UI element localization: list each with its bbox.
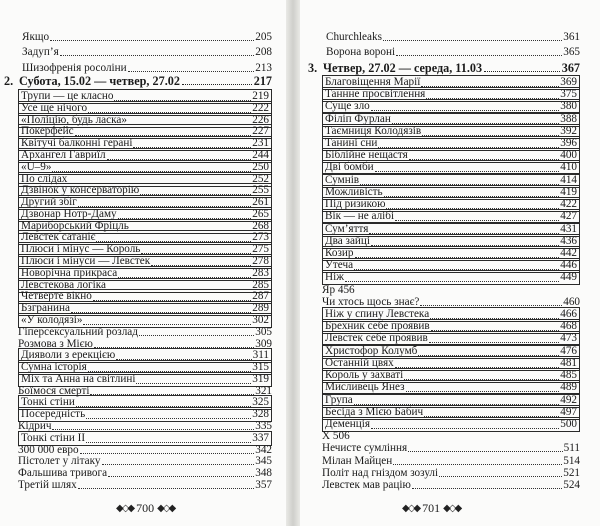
section-title: Четвер, 27.02 — середа, 11.03 xyxy=(320,61,483,75)
toc-entry-page: 422 xyxy=(560,198,577,211)
toc-entry-page: 468 xyxy=(560,320,577,333)
toc-entry-page: 511 xyxy=(563,442,580,455)
dot-leader xyxy=(140,184,251,195)
toc-entry-title: Пістолет у літаку xyxy=(18,455,101,468)
dot-leader xyxy=(130,220,251,231)
toc-entry-page: 410 xyxy=(560,161,577,174)
toc-entry-title: Архангел Гавриїл xyxy=(21,148,106,161)
dot-leader xyxy=(351,429,579,439)
dot-leader xyxy=(431,320,560,331)
toc-entry-title: Деменція xyxy=(325,417,371,430)
dot-leader xyxy=(392,113,559,124)
toc-entry-title: Шизофренія росоліни xyxy=(22,61,127,74)
dot-leader xyxy=(78,196,251,207)
dot-leader xyxy=(90,384,254,395)
toc-entry-page: 222 xyxy=(252,101,269,114)
toc-entry-page: 481 xyxy=(560,356,577,369)
toc-entry-page: 328 xyxy=(252,408,269,421)
dot-leader xyxy=(68,173,251,184)
toc-entry-page: 392 xyxy=(560,124,577,137)
toc-entry-page: 289 xyxy=(252,302,269,315)
toc-entry-title: Мілан Майцен xyxy=(322,454,393,467)
toc-entry xyxy=(18,478,272,493)
ornament-icon: ◆◇◆ xyxy=(157,503,175,514)
dot-leader xyxy=(371,418,559,429)
toc-entry-page: 283 xyxy=(252,266,269,279)
ornament-icon: ◆◇◆ xyxy=(116,503,134,514)
section-heading xyxy=(4,73,272,89)
toc-entry-title: Ніж xyxy=(325,271,344,284)
dot-leader xyxy=(86,408,251,419)
toc-entry-page: 375 xyxy=(560,88,577,101)
dot-leader xyxy=(421,76,559,87)
toc-entry-page: 514 xyxy=(563,454,580,467)
dot-leader xyxy=(396,45,562,56)
dot-leader xyxy=(108,466,254,477)
left-page xyxy=(0,0,286,526)
section-page: 217 xyxy=(253,74,272,88)
toc-entry-title: Churchleaks xyxy=(326,31,382,43)
toc-entry-title: Козир xyxy=(325,246,354,259)
toc-entry-title: «U–9» xyxy=(21,160,52,173)
toc-entry-page: 342 xyxy=(255,443,272,456)
toc-entry-page: 388 xyxy=(560,112,577,125)
toc-entry-page: 460 xyxy=(563,295,580,308)
dot-leader xyxy=(116,349,251,360)
toc-entry-title: Ніж у спину Левстека xyxy=(325,308,430,321)
toc-entry-page: 442 xyxy=(560,246,577,259)
dot-leader xyxy=(395,357,559,368)
toc-entry-title: Сум’яття xyxy=(325,222,369,235)
toc-entry-page: 287 xyxy=(252,290,269,303)
toc-entry xyxy=(22,30,272,45)
dot-leader xyxy=(375,161,560,172)
toc-entry-title: Посередність xyxy=(21,408,86,421)
dot-leader xyxy=(60,45,255,56)
right-folio xyxy=(402,501,460,516)
dot-leader xyxy=(71,302,251,313)
dot-leader xyxy=(118,208,252,219)
toc-entry-page: 231 xyxy=(252,137,269,150)
dot-leader xyxy=(94,337,254,348)
toc-entry-page: 400 xyxy=(560,149,577,162)
toc-entry-title: Філіп Фурлан xyxy=(325,112,391,125)
dot-leader xyxy=(393,454,562,465)
toc-entry-title: Розмова з Мією xyxy=(18,337,93,350)
toc-entry-title: Х 506 xyxy=(322,430,350,443)
toc-entry-title: Таємниця Колодязів xyxy=(325,124,422,137)
toc-entry-page: 268 xyxy=(252,219,269,232)
toc-entry-title: Танині сни xyxy=(325,137,378,150)
toc-entry-page: 261 xyxy=(252,196,269,209)
toc-entry-title: Квітучі балконні герані xyxy=(21,137,133,150)
toc-entry-page: 315 xyxy=(252,361,269,374)
toc-entry-title: 300 000 евро xyxy=(18,443,79,456)
dot-leader xyxy=(139,325,254,336)
toc-entry-page: 466 xyxy=(560,308,577,321)
toc-entry-page: 414 xyxy=(560,173,577,186)
dot-leader xyxy=(107,279,251,290)
dot-leader xyxy=(412,478,562,489)
toc-entry-page: 226 xyxy=(252,113,269,126)
dot-leader xyxy=(356,283,579,293)
dot-leader xyxy=(102,454,255,465)
toc-entry-page: 219 xyxy=(252,90,269,102)
toc-entry-page: 489 xyxy=(560,381,577,394)
dot-leader xyxy=(422,125,559,136)
dot-leader xyxy=(107,149,252,160)
toc-entry-title: Суще зло xyxy=(325,100,370,113)
dot-leader xyxy=(118,267,251,278)
toc-entry-page: 497 xyxy=(560,405,577,418)
toc-entry-title: Міх та Анна на світлині xyxy=(21,372,136,385)
dot-leader xyxy=(128,114,251,125)
toc-entry-page: 250 xyxy=(252,160,269,173)
ornament-icon: ◆◇◆ xyxy=(443,503,461,514)
toc-entry-page: 500 xyxy=(560,417,577,430)
toc-entry-page: 273 xyxy=(252,231,269,244)
toc-entry-title: Останній цвях xyxy=(325,356,394,369)
right-page-number: 701 xyxy=(422,501,441,515)
left-folio xyxy=(116,501,174,516)
toc-entry-page: 265 xyxy=(252,207,269,220)
toc-entry-title: Задуп’я xyxy=(22,46,59,59)
toc-entry-title: «У колодязі» xyxy=(21,313,83,326)
toc-entry-title: По слідах xyxy=(21,172,68,185)
toc-entry-title: Дві бомби xyxy=(325,161,374,174)
toc-entry-page: 492 xyxy=(560,393,577,406)
toc-entry-title: Левстек сатаніє xyxy=(21,231,96,244)
toc-entry-title: Два зайці xyxy=(325,234,370,247)
toc-entry-page: 305 xyxy=(255,325,272,338)
dot-leader xyxy=(409,149,559,160)
dot-leader xyxy=(141,243,251,254)
toc-entry-title: Біблійне нещастя xyxy=(325,149,408,162)
section-number: 3. xyxy=(308,61,318,75)
dot-leader xyxy=(430,308,559,319)
toc-entry-page: 431 xyxy=(560,222,577,235)
dot-leader xyxy=(52,419,254,430)
toc-entry-page: 348 xyxy=(255,467,272,480)
toc-entry-title: Ворона вороні xyxy=(326,46,396,59)
toc-entry-page: 319 xyxy=(252,372,269,385)
toc-entry-page: 357 xyxy=(255,479,272,491)
toc-entry-title: Чи хтось щось знає? xyxy=(322,295,420,308)
dot-leader xyxy=(133,137,251,148)
dot-leader xyxy=(406,381,560,392)
dot-leader xyxy=(395,210,559,221)
dot-leader xyxy=(76,396,251,407)
toc-entry-title: Сумнів xyxy=(325,173,360,186)
dot-leader xyxy=(408,441,562,452)
section-page: 367 xyxy=(561,61,580,75)
dot-leader xyxy=(429,332,559,343)
toc-entry-page: 309 xyxy=(255,337,272,350)
toc-entry-title: Кідрич xyxy=(18,420,52,433)
toc-entry-page: 380 xyxy=(560,100,577,113)
section-heading xyxy=(308,60,580,76)
toc-entry-title: Можливість xyxy=(325,185,383,198)
toc-entry-page: 278 xyxy=(252,255,269,268)
toc-entry-page: 369 xyxy=(560,76,577,88)
toc-entry-page: 361 xyxy=(563,31,580,43)
dot-leader xyxy=(384,186,560,197)
toc-entry-title: Політ над гніздом зозулі xyxy=(322,466,439,479)
dot-leader xyxy=(439,466,562,477)
toc-entry-page: 208 xyxy=(255,46,272,59)
toc-entry-title: Мисливець Янез xyxy=(325,381,405,394)
toc-entry-title: Тонкі стіни xyxy=(21,396,75,409)
dot-leader xyxy=(355,247,560,258)
toc-entry-page: 446 xyxy=(560,259,577,272)
toc-entry-title: Плюси і мінус — Король xyxy=(21,243,141,256)
dot-leader xyxy=(354,259,559,270)
toc-entry-title: Левстек себе проявив xyxy=(325,332,428,345)
toc-entry-title: Боїмося смерті xyxy=(18,384,90,397)
book-gutter xyxy=(286,0,300,526)
toc-entry-page: 427 xyxy=(560,210,577,223)
toc-entry-page: 345 xyxy=(255,455,272,468)
dot-leader xyxy=(182,73,252,85)
toc-entry-title: Другий збіг xyxy=(21,196,77,209)
toc-entry-page: 285 xyxy=(252,278,269,291)
dot-leader xyxy=(386,198,559,209)
toc-entry-title: Дияволи з ерекцією xyxy=(21,349,116,362)
toc-entry-page: 252 xyxy=(252,172,269,185)
toc-entry-title: Група xyxy=(325,393,353,406)
toc-entry-page: 473 xyxy=(560,332,577,345)
dot-leader xyxy=(114,90,251,101)
left-page-number: 700 xyxy=(136,501,155,515)
toc-entry-title: Вік — не алібі xyxy=(325,210,395,223)
dot-leader xyxy=(80,443,255,454)
dot-leader xyxy=(424,406,559,417)
section-title: Субота, 15.02 — четвер, 27.02 xyxy=(16,74,180,88)
toc-entry-page: 337 xyxy=(252,431,269,444)
toc-entry xyxy=(322,478,580,493)
dot-leader xyxy=(404,369,559,380)
toc-entry-page: 521 xyxy=(563,466,580,479)
dot-leader xyxy=(369,223,559,234)
toc-entry-page: 244 xyxy=(252,148,269,161)
dot-leader xyxy=(50,30,254,41)
toc-entry-title: Левстекова логіка xyxy=(21,278,106,291)
toc-entry-title: Тонкі стіни II xyxy=(21,431,86,444)
dot-leader xyxy=(371,235,559,246)
toc-entry-page: 436 xyxy=(560,234,577,247)
toc-entry xyxy=(326,45,580,60)
dot-leader xyxy=(96,231,251,242)
toc-entry-title: Утеча xyxy=(325,259,354,272)
toc-entry-title: Мариборський Фріцль xyxy=(21,219,129,232)
toc-entry-page: 325 xyxy=(252,396,269,409)
toc-entry-page: 205 xyxy=(255,31,272,43)
toc-entry-title: Якщо xyxy=(22,31,50,43)
dot-leader xyxy=(86,432,251,443)
dot-leader xyxy=(83,314,251,325)
dot-leader xyxy=(93,290,251,301)
dot-leader xyxy=(78,478,255,489)
toc-entry-title: «Поліцію, будь ласка» xyxy=(21,113,127,126)
toc-entry-page: 302 xyxy=(252,313,269,326)
dot-leader xyxy=(136,373,251,384)
toc-entry-page: 227 xyxy=(252,125,269,138)
dot-leader xyxy=(345,271,559,282)
toc-entry-title: Бесіда з Мією Бабич xyxy=(325,405,424,418)
toc-entry-title: Король у захваті xyxy=(325,369,404,382)
dot-leader xyxy=(88,361,252,372)
toc-entry-title: Плюси і мінуси — Левстек xyxy=(21,255,151,268)
dot-leader xyxy=(128,61,255,72)
toc-entry-page: 419 xyxy=(560,185,577,198)
ornament-icon: ◆◇◆ xyxy=(402,503,420,514)
toc-entry-title: Брехник себе проявив xyxy=(325,320,430,333)
toc-entry-title: Трупи — це класно xyxy=(21,90,114,102)
section-number: 2. xyxy=(4,74,14,88)
toc-entry-title: Левстек мав рацію xyxy=(322,479,411,491)
toc-entry-title: Христофор Колумб xyxy=(325,344,418,357)
toc-entry-page: 311 xyxy=(252,349,269,362)
toc-entry-title: Таннне просвітлення xyxy=(325,88,426,101)
dot-leader xyxy=(426,88,559,99)
toc-entry xyxy=(326,30,580,45)
toc-entry-title: Під ризикою xyxy=(325,198,386,211)
toc-entry-page: 275 xyxy=(252,243,269,256)
dot-leader xyxy=(75,125,252,136)
dot-leader xyxy=(52,161,251,172)
toc-entry-title: Новорічна прикраса xyxy=(21,266,118,279)
toc-entry xyxy=(22,45,272,60)
dot-leader xyxy=(371,100,559,111)
dot-leader xyxy=(378,137,559,148)
dot-leader xyxy=(484,60,560,72)
dot-leader xyxy=(418,345,559,356)
toc-entry-page: 485 xyxy=(560,369,577,382)
toc-entry-page: 449 xyxy=(560,271,577,284)
toc-entry-title: Нечисте сумління xyxy=(322,442,408,455)
toc-entry-title: Третій шлях xyxy=(18,479,77,491)
toc-entry-title: Бзгранина xyxy=(21,302,70,315)
toc-entry-page: 365 xyxy=(563,46,580,59)
toc-entry-title: Дзвінок у консерваторію xyxy=(21,184,140,197)
dot-leader xyxy=(383,30,562,41)
toc-entry-page: 321 xyxy=(255,384,272,397)
toc-entry-page: 213 xyxy=(255,61,272,74)
toc-entry-title: Яр 456 xyxy=(322,283,355,296)
toc-entry-title: Фальшива тривога xyxy=(18,467,108,480)
dot-leader xyxy=(88,102,251,113)
toc-entry-page: 476 xyxy=(560,344,577,357)
toc-entry-title: Покерфейс xyxy=(21,125,74,138)
toc-entry-title: Благовіщення Марії xyxy=(325,76,421,88)
toc-entry-page: 396 xyxy=(560,137,577,150)
dot-leader xyxy=(420,295,562,306)
toc-entry-title: Четверте вікно xyxy=(21,290,92,303)
right-page xyxy=(300,0,600,526)
dot-leader xyxy=(151,255,251,266)
toc-entry-title: Усе ще нічого xyxy=(21,101,88,114)
toc-entry-page: 335 xyxy=(255,420,272,433)
toc-entry-title: Гіперсексуальний розлад xyxy=(18,325,138,338)
toc-entry-page: 255 xyxy=(252,184,269,197)
dot-leader xyxy=(360,174,559,185)
dot-leader xyxy=(354,394,559,405)
toc-entry-title: Сумна історія xyxy=(21,361,87,374)
toc-entry-page: 524 xyxy=(563,479,580,491)
toc-entry-title: Дзвонар Нотр-Даму xyxy=(21,207,117,220)
